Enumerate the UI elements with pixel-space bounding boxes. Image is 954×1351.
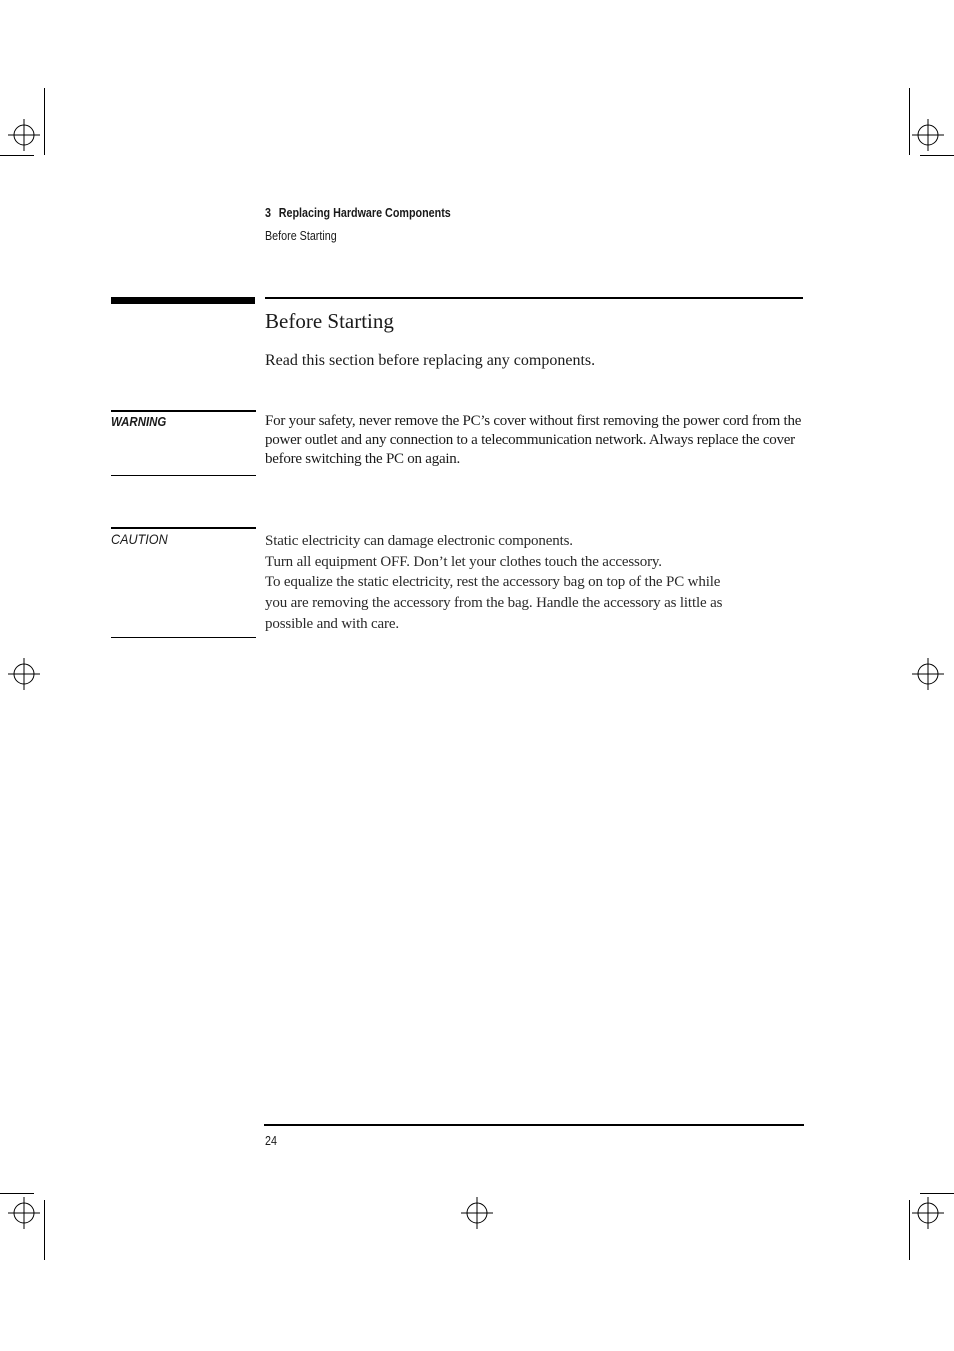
chapter-number: 3 — [265, 206, 271, 220]
section-rule-thin — [265, 297, 803, 299]
running-header-chapter — [265, 206, 451, 220]
caution-line: possible and with care. — [265, 615, 400, 632]
caution-label: CAUTION — [111, 531, 168, 547]
section-rule-thick — [111, 297, 255, 304]
caution-line: Static electricity can damage electronic components. — [265, 533, 573, 549]
warning-text: For your safety, never remove the PC’s cover without first removing the power cord from the power outlet and any connection to a telecommunication network. Always replace the cover before switching the PC on again. — [265, 413, 802, 467]
registration-mark-icon — [912, 658, 944, 690]
caution-bottom-rule — [111, 637, 256, 638]
section-intro: Read this section before replacing any components. — [265, 352, 596, 369]
registration-mark-icon — [912, 119, 944, 151]
caution-line: Turn all equipment OFF. Don’t let your clothes touch the accessory. — [265, 553, 662, 570]
footer-rule — [264, 1124, 804, 1126]
registration-mark-icon — [461, 1197, 493, 1229]
section-title: Before Starting — [265, 309, 394, 333]
caution-line: you are removing the accessory from the bag. Handle the accessory as little as — [265, 595, 723, 612]
caution-top-rule — [111, 527, 256, 529]
registration-mark-icon — [8, 658, 40, 690]
registration-mark-icon — [912, 1197, 944, 1229]
warning-label: WARNING — [111, 414, 167, 429]
chapter-title: Replacing Hardware Components — [278, 206, 451, 220]
warning-bottom-rule — [111, 475, 256, 476]
caution-text — [265, 531, 810, 635]
warning-top-rule — [111, 410, 256, 412]
registration-mark-icon — [8, 1197, 40, 1229]
running-header-section: Before Starting — [265, 229, 337, 243]
caution-line: To equalize the static electricity, rest the accessory bag on top of the PC while — [265, 574, 721, 591]
page-number: 24 — [265, 1134, 277, 1148]
registration-mark-icon — [8, 119, 40, 151]
